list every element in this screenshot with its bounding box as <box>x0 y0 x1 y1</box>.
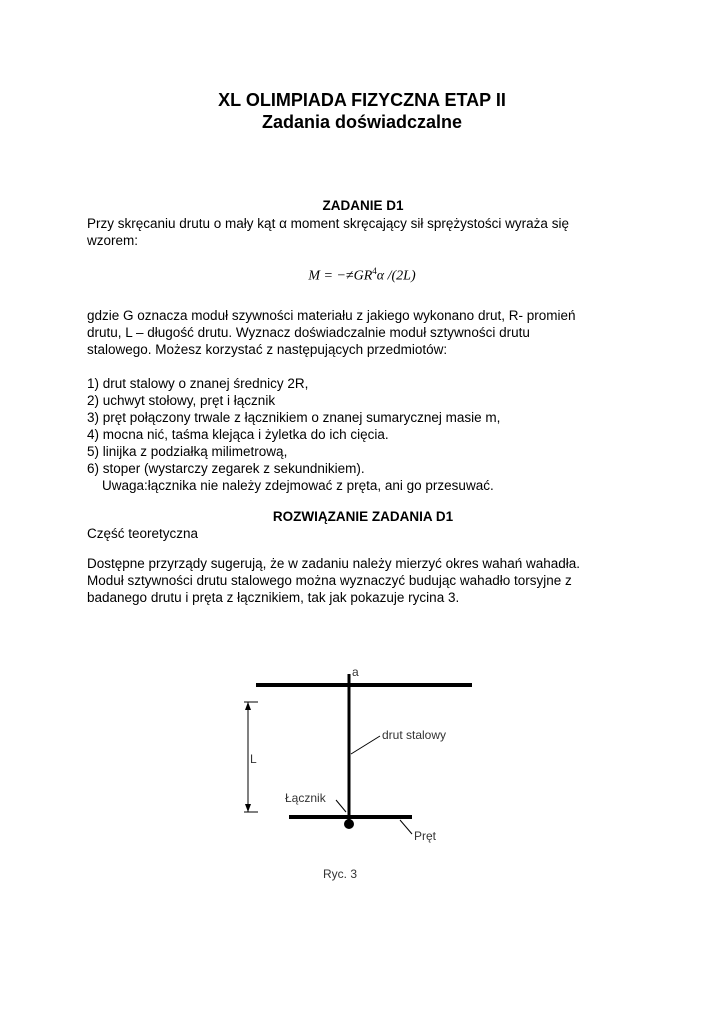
equipment-list <box>87 375 647 494</box>
label-connector: Łącznik <box>285 791 326 805</box>
figure-drawing <box>230 662 490 892</box>
list-item: 1) drut stalowy o znanej średnicy 2R, <box>87 376 309 391</box>
description-line: stalowego. Możesz korzystać z następujących przedmiotów: <box>87 342 448 357</box>
solution-line: Moduł sztywności drutu stalowego można wyznaczyć budując wahadło torsyjne z <box>87 573 572 588</box>
list-item: 6) stoper (wystarczy zegarek z sekundnikiem). <box>87 461 365 476</box>
label-l: L <box>250 752 257 766</box>
wire-leader-line <box>351 736 380 754</box>
figure-caption: Ryc. 3 <box>323 867 358 881</box>
connector-leader-line <box>336 800 346 812</box>
list-item: 3) pręt połączony trwale z łącznikiem o znanej sumarycznej masie m, <box>87 410 501 425</box>
description-line: gdzie G oznacza moduł szywności materiału z jakiego wykonano drut, R- promień <box>87 308 576 323</box>
formula-rhs-prefix: = −≠GR <box>323 268 373 284</box>
list-item: 5) linijka z podziałką milimetrową, <box>87 444 288 459</box>
rod-leader-line <box>400 820 412 834</box>
arrow-up-icon <box>245 702 251 710</box>
solution-paragraph <box>87 555 639 606</box>
task-intro <box>87 215 647 249</box>
task-intro-line: wzorem: <box>87 233 139 248</box>
formula-lhs: M <box>308 268 321 284</box>
formula-rhs-suffix: α /(2L) <box>376 268 416 284</box>
list-item: 2) uchwyt stołowy, pręt i łącznik <box>87 393 276 408</box>
label-rod: Pręt <box>414 829 437 843</box>
solution-subheading: Część teoretyczna <box>87 526 199 541</box>
solution-heading: ROZWIĄZANIE ZADANIA D1 <box>272 509 454 524</box>
note: Uwaga:łącznika nie należy zdejmować z pręta, ani go przesuwać. <box>102 478 494 493</box>
document-subtitle: Zadania doświadczalne <box>261 112 463 132</box>
formula-exponent: 4 <box>372 266 377 276</box>
task-heading: ZADANIE D1 <box>322 198 404 213</box>
solution-line: badanego drutu i pręta z łącznikiem, tak jak pokazuje rycina 3. <box>87 590 460 605</box>
label-steel-wire: drut stalowy <box>382 728 447 742</box>
torsion-formula <box>0 266 724 285</box>
document-title: XL OLIMPIADA FIZYCZNA ETAP II <box>218 90 506 110</box>
arrow-down-icon <box>245 804 251 812</box>
torsion-pendulum-figure <box>230 662 490 892</box>
list-item: 4) mocna nić, taśma klejąca i żyletka do ich cięcia. <box>87 427 389 442</box>
connector <box>344 819 354 829</box>
task-intro-line: Przy skręcaniu drutu o mały kąt α moment skręcający sił sprężystości wyraża się <box>87 216 569 231</box>
description-line: drutu, L – długość drutu. Wyznacz doświadczalnie moduł sztywności drutu <box>87 325 530 340</box>
label-a: a <box>352 665 359 679</box>
task-description <box>87 307 647 358</box>
solution-line: Dostępne przyrządy sugerują, że w zadaniu należy mierzyć okres wahań wahadła. <box>87 556 581 571</box>
